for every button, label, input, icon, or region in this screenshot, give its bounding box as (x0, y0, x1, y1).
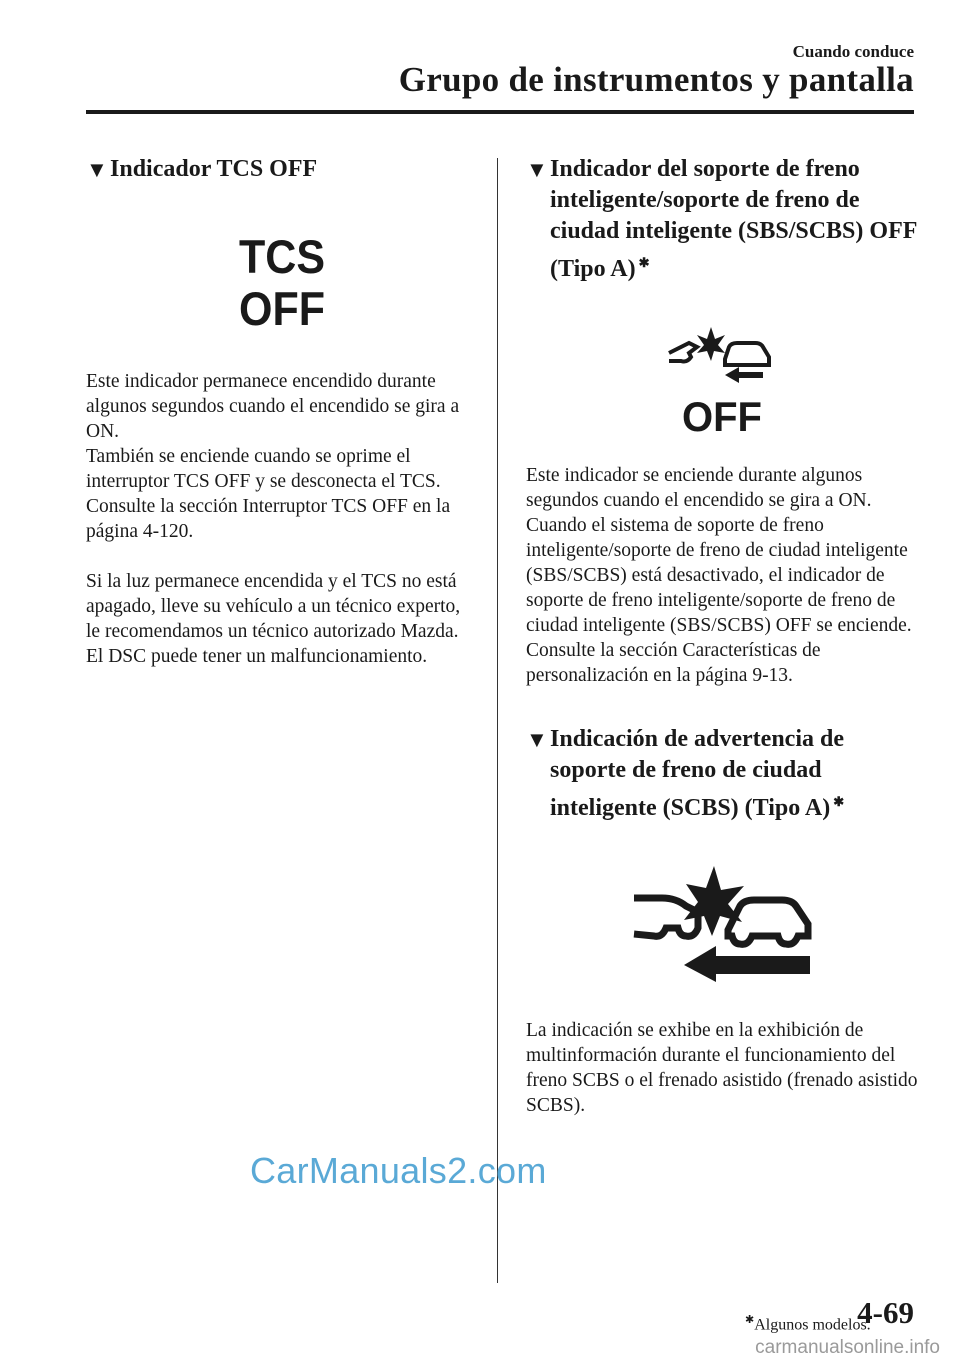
scbs-off-icon (667, 323, 777, 435)
optional-star-icon: ✱ (833, 794, 845, 809)
page-number: 4-69 (857, 1295, 914, 1330)
tcs-off-icon-box (86, 231, 478, 331)
tcs-off-icon-line2: OFF (239, 282, 325, 331)
triangle-bullet-icon: ▼ (526, 157, 548, 182)
tcs-paragraph-2: También se enciende cuando se oprime el interruptor TCS OFF y se desconecta el TCS. (86, 446, 441, 492)
scbs-warning-paragraph-1: La indicación se exhibe en la exhibición de multinformación durante el funcionamiento del freno SCBS o el frenado asistido (frenado asistido SCBS). (526, 1020, 918, 1116)
page-title: Grupo de instrumentos y pantalla (398, 60, 914, 99)
footnote: ✱Algunos modelos. (745, 1314, 871, 1334)
tcs-off-icon (227, 231, 337, 331)
tcs-paragraph-1: Este indicador permanece encendido durante algunos segundos cuando el encendido se gira a ON. (86, 371, 460, 442)
heading-scbs-warning: ▼ Indicación de advertencia de soporte de freno de ciudad inteligente (SCBS) (Tipo A) ✱ (526, 726, 845, 821)
tcs-off-icon-line1: TCS (239, 231, 325, 283)
scbs-off-icon-label: OFF (682, 393, 762, 435)
scbs-off-icon-box (526, 323, 918, 435)
column-divider (497, 158, 498, 1283)
header-section-label: Cuando conduce (792, 42, 914, 61)
tcs-paragraph-3: Consulte la sección Interruptor TCS OFF en la página 4-120. (86, 496, 451, 542)
scbs-warning-icon-box (526, 866, 918, 982)
watermark: CarManuals2.com (250, 1150, 547, 1191)
footnote-star-icon: ✱ (745, 1314, 755, 1326)
scbs-off-paragraph-3: Consulte la sección Características de personalización en la página 9-13. (526, 640, 821, 686)
heading-scbs-off: ▼ Indicador del soporte de freno inteligente/soporte de freno de ciudad inteligente (SBS/SCBS) OFF (Tipo A) ✱ (526, 156, 917, 282)
footer-site-watermark: carmanualsonline.info (755, 1337, 940, 1358)
scbs-warning-icon (632, 866, 812, 982)
triangle-bullet-icon: ▼ (86, 157, 108, 182)
optional-star-icon: ✱ (638, 255, 650, 270)
header-rule (86, 110, 914, 114)
left-column (86, 154, 478, 669)
scbs-off-paragraph-1: Este indicador se enciende durante algunos segundos cuando el encendido se gira a ON. (526, 465, 872, 511)
heading-tcs-off: ▼ Indicador TCS OFF (86, 154, 478, 185)
right-column (526, 154, 918, 1118)
triangle-bullet-icon: ▼ (526, 727, 548, 752)
tcs-paragraph-4: Si la luz permanece encendida y el TCS no está apagado, lleve su vehículo a un técnico experto, le recomendamos un técnico autorizado Mazda. El DSC puede tener un malfuncionamiento. (86, 571, 461, 667)
scbs-off-paragraph-2: Cuando el sistema de soporte de freno inteligente/soporte de freno de ciudad inteligente (SBS/SCBS) está desactivado, el indicador de soporte de freno inteligente/soporte de freno de ciudad inteligente (SBS/SCBS) OFF se enciende. (526, 515, 912, 636)
